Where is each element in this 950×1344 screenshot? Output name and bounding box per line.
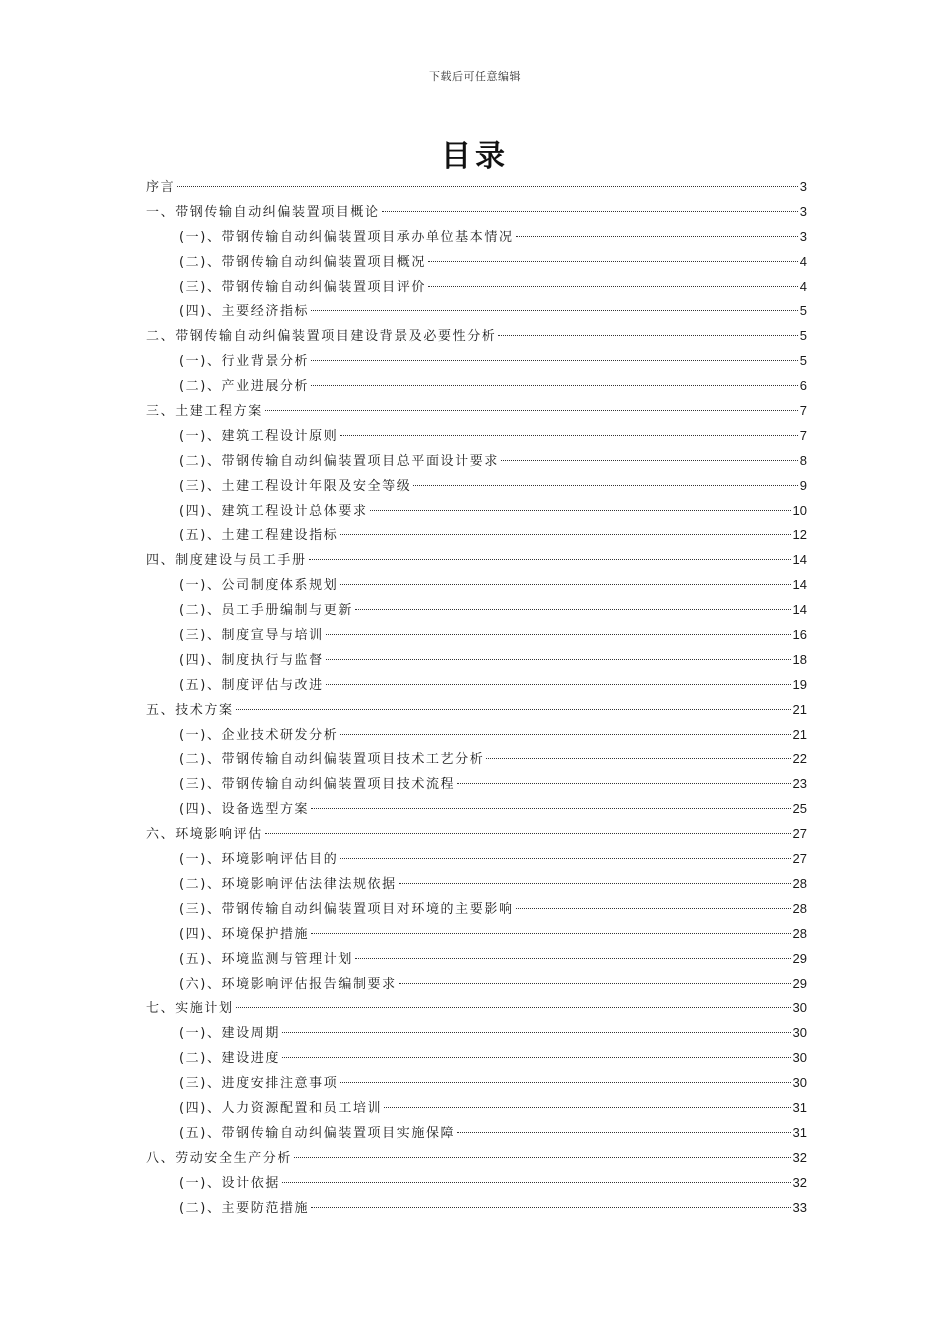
toc-section-entry[interactable] <box>146 897 807 922</box>
toc-entry-label: (三)、带钢传输自动纠偏装置项目对环境的主要影响 <box>179 901 514 917</box>
toc-entry-label: 八、劳动安全生产分析 <box>146 1150 293 1166</box>
toc-dot-leader <box>265 833 791 834</box>
toc-entry-label: (四)、设备选型方案 <box>179 802 310 818</box>
toc-page-number: 30 <box>792 1075 807 1091</box>
toc-entry-label: (三)、带钢传输自动纠偏装置项目评价 <box>179 279 426 295</box>
toc-dot-leader <box>309 559 791 560</box>
toc-entry-label: 七、实施计划 <box>146 1001 234 1017</box>
toc-section-entry[interactable] <box>146 474 807 499</box>
toc-entry-label: (二)、带钢传输自动纠偏装置项目总平面设计要求 <box>179 453 499 469</box>
toc-section-entry[interactable] <box>146 523 807 548</box>
toc-entry-label: (一)、设计依据 <box>179 1175 280 1191</box>
toc-dot-leader <box>311 310 798 311</box>
toc-section-entry[interactable] <box>146 1096 807 1121</box>
toc-dot-leader <box>399 883 791 884</box>
toc-dot-leader <box>326 659 791 660</box>
toc-dot-leader <box>340 534 790 535</box>
toc-entry-label: (二)、带钢传输自动纠偏装置项目技术工艺分析 <box>179 752 485 768</box>
toc-dot-leader <box>294 1157 791 1158</box>
toc-dot-leader <box>428 261 798 262</box>
toc-dot-leader <box>370 510 791 511</box>
toc-entry-label: (一)、建筑工程设计原则 <box>179 428 339 444</box>
toc-entry-label: (二)、带钢传输自动纠偏装置项目概况 <box>179 254 426 270</box>
toc-page-number: 7 <box>799 427 807 443</box>
toc-entry-label: 四、制度建设与员工手册 <box>146 553 307 569</box>
toc-entry-label: 一、带钢传输自动纠偏装置项目概论 <box>146 204 380 220</box>
toc-chapter-entry[interactable] <box>146 698 807 723</box>
toc-entry-label: (二)、环境影响评估法律法规依据 <box>179 876 397 892</box>
toc-page-number: 32 <box>792 1174 807 1190</box>
toc-section-entry[interactable] <box>146 623 807 648</box>
toc-page-number: 6 <box>799 378 807 394</box>
toc-dot-leader <box>282 1032 791 1033</box>
toc-dot-leader <box>282 1182 791 1183</box>
toc-section-entry[interactable] <box>146 1021 807 1046</box>
toc-entry-label: 三、土建工程方案 <box>146 404 263 420</box>
toc-section-entry[interactable] <box>146 1071 807 1096</box>
toc-chapter-entry[interactable] <box>146 548 807 573</box>
toc-entry-label: (二)、员工手册编制与更新 <box>179 603 353 619</box>
toc-page-number: 25 <box>792 801 807 817</box>
toc-entry-label: 五、技术方案 <box>146 702 234 718</box>
toc-entry-label: (五)、带钢传输自动纠偏装置项目实施保障 <box>179 1125 456 1141</box>
toc-dot-leader <box>340 584 790 585</box>
toc-page-number: 28 <box>792 925 807 941</box>
toc-chapter-entry[interactable] <box>146 1146 807 1171</box>
toc-page-number: 23 <box>792 776 807 792</box>
toc-page-number: 3 <box>799 179 807 194</box>
toc-entry-label: (一)、带钢传输自动纠偏装置项目承办单位基本情况 <box>179 229 514 245</box>
toc-dot-leader <box>399 983 791 984</box>
toc-dot-leader <box>236 709 791 710</box>
toc-dot-leader <box>340 435 797 436</box>
toc-page-number: 7 <box>799 403 807 419</box>
toc-page-number: 4 <box>799 253 807 269</box>
toc-entry-label: (四)、建筑工程设计总体要求 <box>179 503 368 519</box>
toc-page-number: 33 <box>792 1199 807 1215</box>
toc-chapter-entry[interactable] <box>146 175 807 200</box>
toc-dot-leader <box>498 335 797 336</box>
toc-page-number: 30 <box>792 1000 807 1016</box>
toc-page-number: 5 <box>799 303 807 319</box>
toc-section-entry[interactable] <box>146 573 807 598</box>
toc-page-number: 22 <box>792 751 807 767</box>
toc-page-number: 28 <box>792 875 807 891</box>
toc-section-entry[interactable] <box>146 648 807 673</box>
toc-section-entry[interactable] <box>146 947 807 972</box>
toc-entry-label: (一)、环境影响评估目的 <box>179 852 339 868</box>
toc-entry-label: (二)、主要防范措施 <box>179 1200 310 1216</box>
toc-dot-leader <box>457 1132 790 1133</box>
toc-page-number: 32 <box>792 1149 807 1165</box>
toc-page-number: 10 <box>792 502 807 518</box>
toc-entry-label: (四)、制度执行与监督 <box>179 652 324 668</box>
toc-page-number: 21 <box>792 726 807 742</box>
toc-dot-leader <box>326 684 791 685</box>
toc-dot-leader <box>265 410 798 411</box>
toc-section-entry[interactable] <box>146 275 807 300</box>
toc-dot-leader <box>355 958 791 959</box>
toc-page-number: 9 <box>799 477 807 493</box>
page-header-note: 下载后可任意编辑 <box>429 70 521 83</box>
toc-page-number: 28 <box>792 900 807 916</box>
toc-dot-leader <box>236 1007 791 1008</box>
toc-section-entry[interactable] <box>146 250 807 275</box>
toc-section-entry[interactable] <box>146 299 807 324</box>
toc-dot-leader <box>501 460 798 461</box>
toc-entry-label: 二、带钢传输自动纠偏装置项目建设背景及必要性分析 <box>146 329 497 345</box>
toc-page-number: 31 <box>792 1124 807 1140</box>
toc-section-entry[interactable] <box>146 723 807 748</box>
toc-page-number: 5 <box>799 328 807 344</box>
toc-dot-leader <box>326 634 791 635</box>
toc-dot-leader <box>384 1107 790 1108</box>
toc-dot-leader <box>311 933 790 934</box>
toc-section-entry[interactable] <box>146 1046 807 1071</box>
toc-dot-leader <box>311 808 790 809</box>
toc-page-number: 29 <box>792 975 807 991</box>
toc-title: 目录 <box>441 139 509 174</box>
toc-section-entry[interactable] <box>146 374 807 399</box>
toc-page-number: 14 <box>792 552 807 568</box>
toc-section-entry[interactable] <box>146 1121 807 1146</box>
toc-entry-label: (一)、行业背景分析 <box>179 354 310 370</box>
toc-page-number: 27 <box>792 851 807 867</box>
toc-dot-leader <box>516 908 791 909</box>
toc-entry-label: (六)、环境影响评估报告编制要求 <box>179 976 397 992</box>
toc-page-number: 8 <box>799 452 807 468</box>
toc-page-number: 30 <box>792 1050 807 1066</box>
toc-entry-label: (二)、产业进展分析 <box>179 379 310 395</box>
toc-section-entry[interactable] <box>146 922 807 947</box>
toc-page-number: 19 <box>792 676 807 692</box>
toc-entry-label: (三)、带钢传输自动纠偏装置项目技术流程 <box>179 777 456 793</box>
toc-entry-label: (三)、进度安排注意事项 <box>179 1076 339 1092</box>
toc-page-number: 5 <box>799 353 807 369</box>
toc-page-number: 4 <box>799 278 807 294</box>
toc-page-number: 3 <box>799 228 807 244</box>
toc-chapter-entry[interactable] <box>146 399 807 424</box>
toc-section-entry[interactable] <box>146 797 807 822</box>
toc-dot-leader <box>516 236 798 237</box>
toc-dot-leader <box>382 211 798 212</box>
toc-dot-leader <box>282 1057 791 1058</box>
toc-section-entry[interactable] <box>146 449 807 474</box>
toc-page-number: 27 <box>792 826 807 842</box>
toc-chapter-entry[interactable] <box>146 324 807 349</box>
toc-page-number: 12 <box>792 527 807 543</box>
toc-page-number: 14 <box>792 577 807 593</box>
toc-page-number: 29 <box>792 950 807 966</box>
toc-entry-label: 六、环境影响评估 <box>146 827 263 843</box>
toc-section-entry[interactable] <box>146 499 807 524</box>
toc-entry-label: (一)、企业技术研发分析 <box>179 727 339 743</box>
toc-section-entry[interactable] <box>146 424 807 449</box>
toc-page-number: 31 <box>792 1099 807 1115</box>
toc-dot-leader <box>340 1082 790 1083</box>
toc-entry-label: (四)、人力资源配置和员工培训 <box>179 1100 383 1116</box>
toc-entry-label: (三)、制度宣导与培训 <box>179 628 324 644</box>
toc-entry-label: (五)、制度评估与改进 <box>179 677 324 693</box>
toc-dot-leader <box>486 758 790 759</box>
toc-page-number: 21 <box>792 701 807 717</box>
toc-chapter-entry[interactable] <box>146 822 807 847</box>
toc-entry-label: (四)、主要经济指标 <box>179 304 310 320</box>
toc-dot-leader <box>311 360 798 361</box>
toc-section-entry[interactable] <box>146 1171 807 1196</box>
toc-page-number: 16 <box>792 627 807 643</box>
toc-dot-leader <box>340 734 790 735</box>
toc-dot-leader <box>413 485 797 486</box>
toc-section-entry[interactable] <box>146 598 807 623</box>
toc-entry-label: (三)、土建工程设计年限及安全等级 <box>179 478 412 494</box>
toc-section-entry[interactable] <box>146 747 807 772</box>
toc-dot-leader <box>311 1207 790 1208</box>
toc-section-entry[interactable] <box>146 225 807 250</box>
toc-chapter-entry[interactable] <box>146 200 807 225</box>
toc-dot-leader <box>457 783 790 784</box>
toc-chapter-entry[interactable] <box>146 996 807 1021</box>
toc-entry-label: 序言 <box>146 180 176 195</box>
toc-entry-label: (二)、建设进度 <box>179 1051 280 1067</box>
toc-dot-leader <box>355 609 791 610</box>
toc-section-entry[interactable] <box>146 772 807 797</box>
toc-entry-label: (四)、环境保护措施 <box>179 926 310 942</box>
toc-dot-leader <box>428 286 798 287</box>
toc-section-entry[interactable] <box>146 1196 807 1221</box>
toc-page-number: 18 <box>792 651 807 667</box>
toc-page-number: 14 <box>792 602 807 618</box>
toc-entry-label: (一)、公司制度体系规划 <box>179 578 339 594</box>
toc-section-entry[interactable] <box>146 349 807 374</box>
toc-page-number: 3 <box>799 203 807 219</box>
toc-dot-leader <box>340 858 790 859</box>
toc-entry-label: (一)、建设周期 <box>179 1026 280 1042</box>
toc-dot-leader <box>311 385 798 386</box>
toc-page-number: 30 <box>792 1025 807 1041</box>
toc-section-entry[interactable] <box>146 872 807 897</box>
toc-section-entry[interactable] <box>146 972 807 997</box>
toc-section-entry[interactable] <box>146 673 807 698</box>
toc-section-entry[interactable] <box>146 847 807 872</box>
toc-entry-label: (五)、环境监测与管理计划 <box>179 951 353 967</box>
table-of-contents <box>146 175 807 1220</box>
toc-dot-leader <box>177 186 798 187</box>
toc-entry-label: (五)、土建工程建设指标 <box>179 528 339 544</box>
